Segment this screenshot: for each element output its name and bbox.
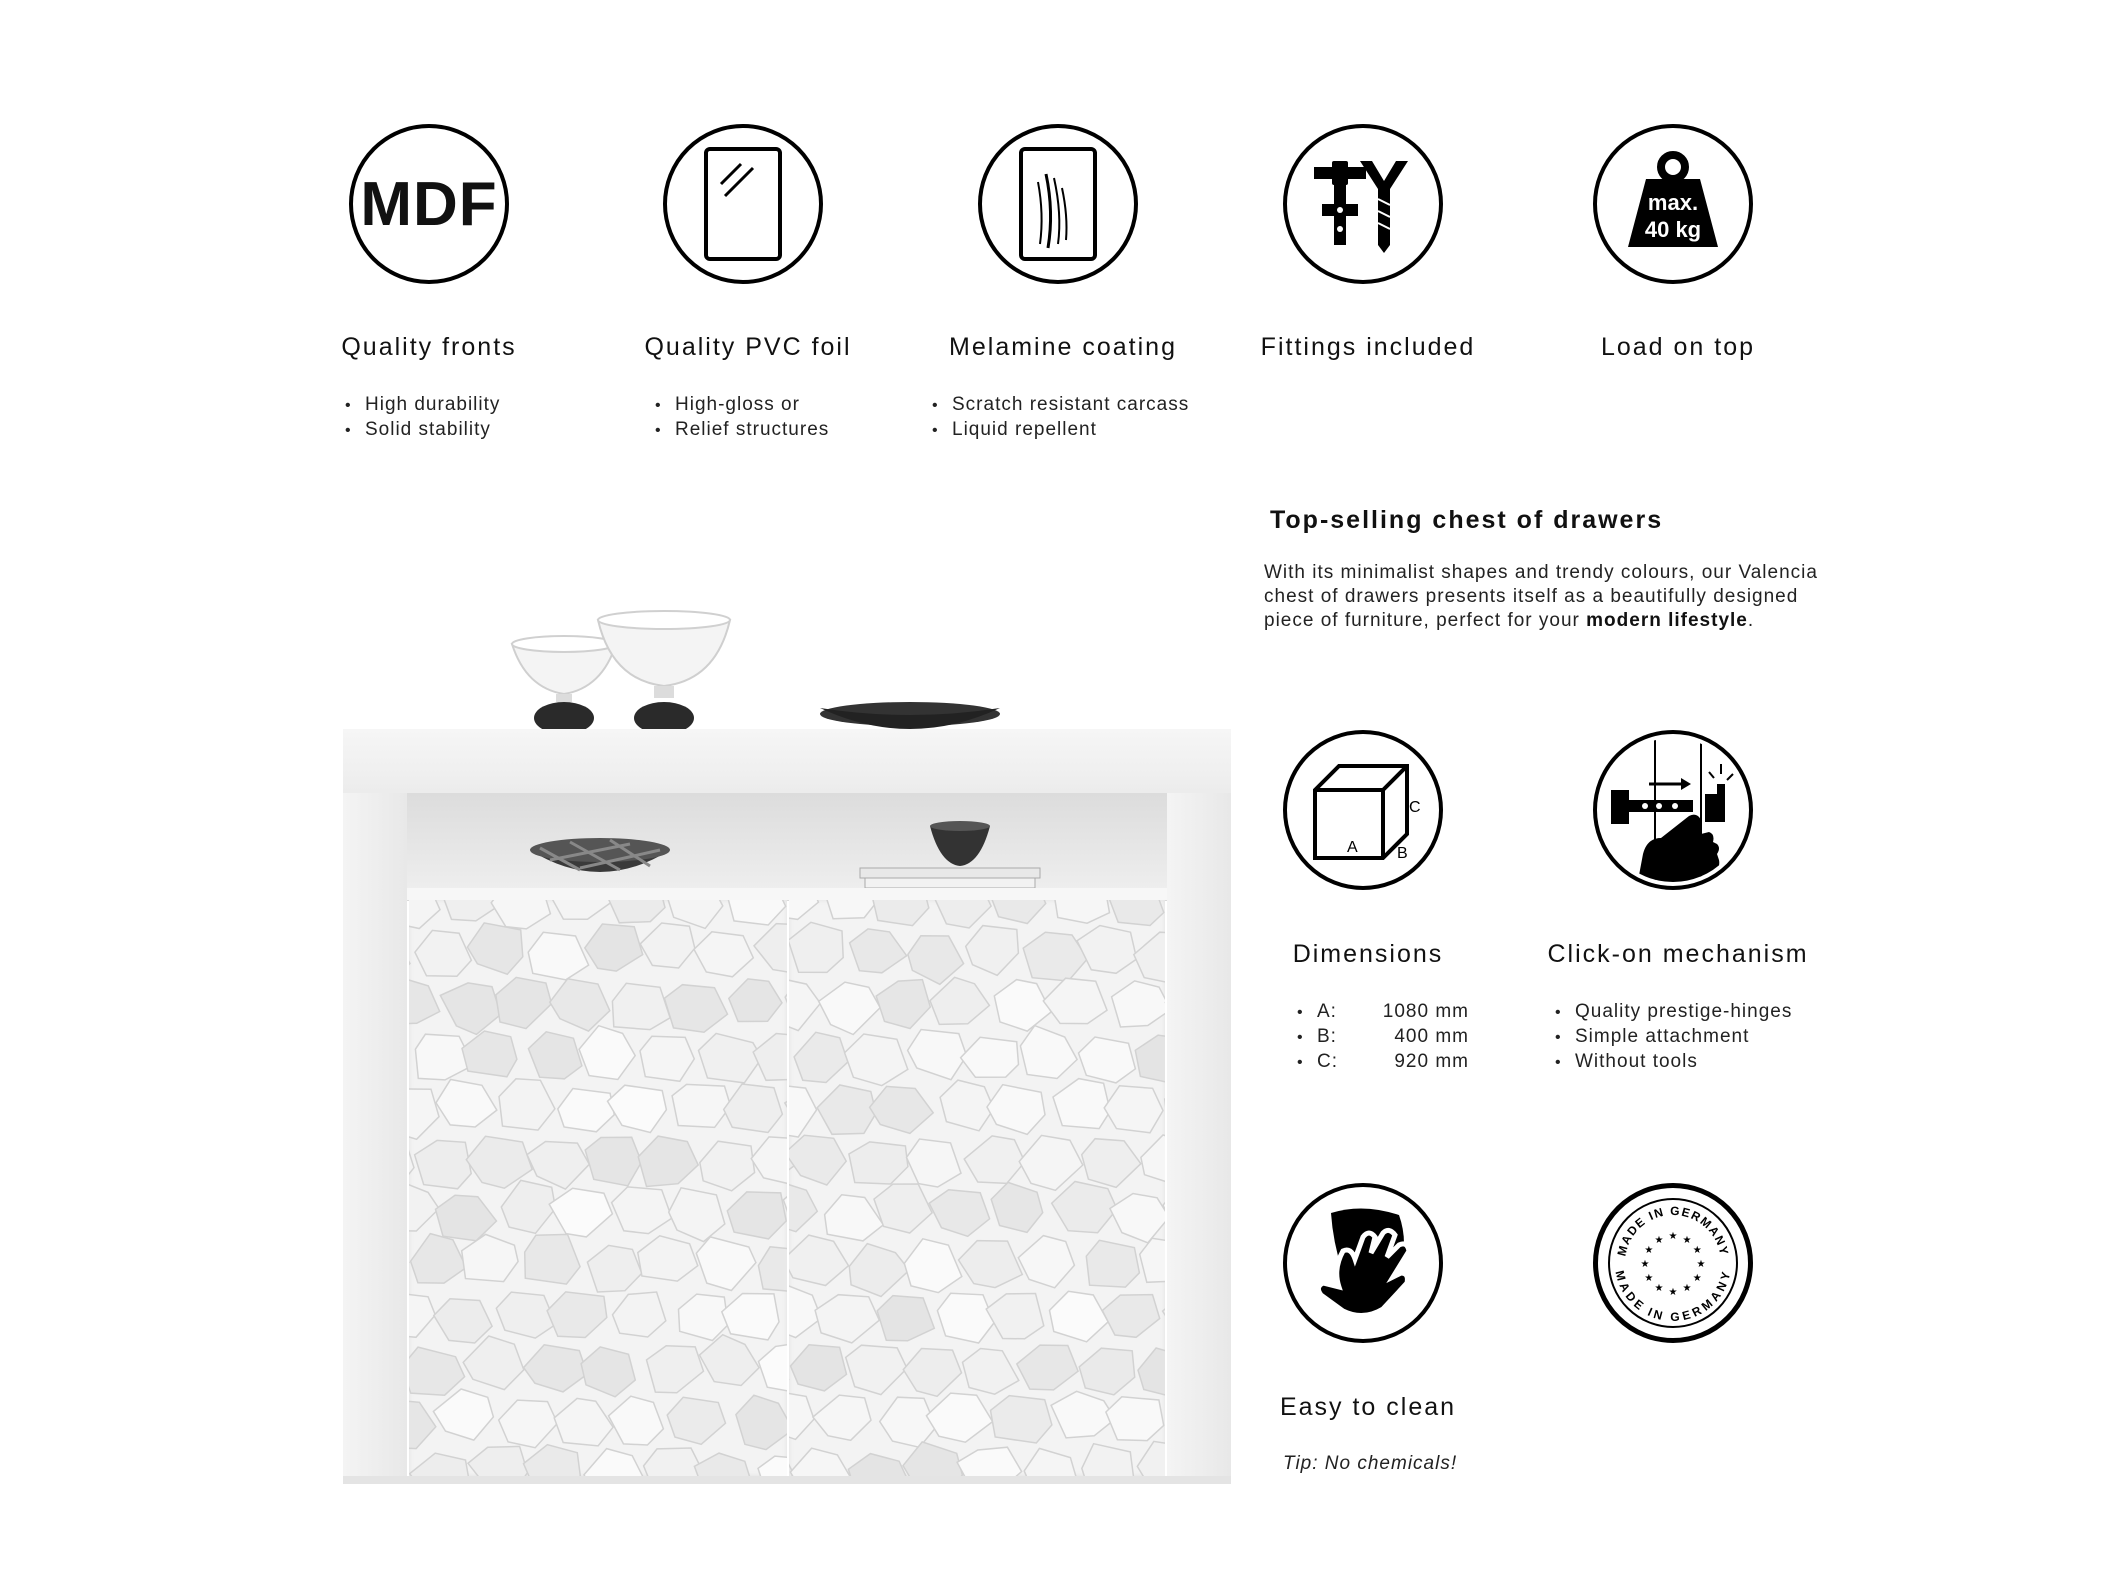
- relief-facet: [700, 1335, 760, 1386]
- seal-star: ★: [1668, 1231, 1678, 1242]
- relief-facet: [415, 1140, 472, 1188]
- relief-facet: [1024, 1448, 1077, 1476]
- relief-facet: [609, 900, 665, 923]
- cabinet-side-left: [343, 793, 407, 1476]
- box-label-b: B: [1397, 845, 1408, 862]
- relief-facet: [1082, 1139, 1141, 1188]
- relief-facet: [964, 1136, 1025, 1184]
- list-item: [1297, 1050, 1469, 1075]
- seal-star: ★: [1692, 1245, 1702, 1256]
- relief-facet: [585, 924, 643, 971]
- relief-facet: [554, 1398, 613, 1446]
- relief-facet: [647, 1346, 704, 1393]
- relief-facet: [849, 1244, 909, 1297]
- relief-facet: [1140, 1238, 1165, 1282]
- relief-facet: [872, 900, 929, 926]
- relief-facet: [409, 1292, 435, 1337]
- cabinet-door-left: [409, 900, 787, 1476]
- relief-facet: [966, 926, 1019, 976]
- list-item: • Scratch resistant carcass: [932, 393, 1189, 418]
- relief-facet: [525, 1234, 580, 1284]
- relief-facet: [581, 1347, 635, 1397]
- click-hinge-icon: [1593, 730, 1753, 890]
- relief-facet: [696, 1237, 756, 1291]
- relief-facet: [759, 1342, 788, 1392]
- relief-facet: [644, 1448, 704, 1476]
- relief-facet: [612, 983, 670, 1029]
- relief-facet: [790, 1448, 851, 1476]
- relief-facet: [874, 1184, 932, 1233]
- relief-facet: [436, 1195, 497, 1240]
- relief-facet: [409, 935, 410, 982]
- relief-facet: [468, 1446, 528, 1476]
- dimension-value: 1080 mm: [1382, 1001, 1469, 1022]
- cabinet-top: [343, 729, 1231, 794]
- relief-facet: [672, 1084, 731, 1127]
- relief-facet: [433, 1389, 493, 1440]
- list-item: • High durability: [345, 393, 500, 418]
- relief-facet: [585, 1137, 641, 1186]
- relief-facet: [789, 1085, 817, 1138]
- cabinet-base: [343, 1476, 1231, 1484]
- seal-star: ★: [1696, 1259, 1706, 1270]
- relief-facet: [1106, 1397, 1164, 1441]
- relief-facet: [550, 979, 610, 1031]
- relief-facet: [794, 1032, 848, 1082]
- relief-facet: [1137, 1441, 1165, 1476]
- made-in-germany-seal: [1593, 1183, 1753, 1343]
- relief-facet: [584, 1449, 646, 1476]
- relief-facet: [1053, 1079, 1110, 1129]
- relief-facet: [462, 1234, 518, 1281]
- relief-facet: [640, 923, 695, 968]
- relief-facet: [1052, 1182, 1117, 1233]
- relief-facet: [1051, 1391, 1115, 1438]
- relief-facet: [907, 1139, 962, 1187]
- easy-clean-tip: Tip: No chemicals!: [1283, 1453, 1458, 1474]
- weight-icon: [1593, 124, 1753, 284]
- dimension-key: A:: [1317, 1001, 1337, 1022]
- relief-facet: [1018, 1236, 1074, 1288]
- dimension-key: C:: [1317, 1051, 1338, 1072]
- relief-facet: [933, 900, 991, 928]
- relief-facet: [638, 1136, 698, 1186]
- list-item: • Liquid repellent: [932, 418, 1189, 443]
- seal-star: ★: [1668, 1287, 1678, 1298]
- relief-facet: [1135, 1035, 1165, 1085]
- list-item: • Simple attachment: [1555, 1025, 1792, 1050]
- list-item: [1297, 1025, 1469, 1050]
- relief-facet: [501, 1180, 555, 1233]
- relief-facet: [987, 1085, 1045, 1135]
- wipe-hand-icon: [1283, 1183, 1443, 1343]
- seal-star: ★: [1644, 1273, 1654, 1284]
- dimension-value: 920 mm: [1394, 1051, 1469, 1072]
- scratch-panel-icon: [978, 124, 1138, 284]
- relief-facet: [758, 1456, 787, 1476]
- decor-niche: [520, 820, 1080, 892]
- relief-facet: [959, 1241, 1023, 1288]
- relief-facet: [547, 1292, 607, 1338]
- relief-facet: [409, 900, 440, 929]
- relief-facet: [608, 1085, 667, 1132]
- list-item: • Relief structures: [655, 418, 829, 443]
- relief-facet: [587, 1245, 641, 1292]
- relief-facet: [1104, 1086, 1163, 1133]
- description-text-bold: modern lifestyle: [1586, 610, 1748, 631]
- seal-star: ★: [1682, 1283, 1692, 1295]
- relief-facet: [499, 1400, 558, 1448]
- relief-facet: [870, 1086, 934, 1133]
- relief-facet: [904, 1239, 962, 1293]
- relief-facet: [785, 977, 787, 1028]
- relief-facet: [1163, 1292, 1165, 1337]
- decor-vases: [500, 610, 1100, 735]
- relief-facet: [751, 1137, 787, 1186]
- cabinet-side-right: [1167, 793, 1231, 1476]
- relief-facet: [434, 1299, 492, 1343]
- relief-facet: [848, 1454, 908, 1476]
- relief-pattern-right: [789, 900, 1165, 1476]
- relief-facet: [903, 1349, 961, 1397]
- relief-facet: [789, 1235, 849, 1285]
- relief-facet: [789, 1392, 814, 1439]
- relief-facet: [1138, 1348, 1165, 1398]
- click-on-bullets: [1555, 1000, 1792, 1075]
- relief-facet: [496, 1292, 556, 1338]
- relief-facet: [815, 1295, 879, 1343]
- relief-facet: [1043, 978, 1107, 1023]
- click-on-title: Click-on mechanism: [1547, 940, 1809, 968]
- description-heading: Top-selling chest of drawers: [1270, 506, 1664, 534]
- seal-star-ring: [1641, 1231, 1706, 1298]
- relief-facet: [789, 1135, 846, 1185]
- relief-facet: [612, 1187, 672, 1234]
- glass-panel-icon: [663, 124, 823, 284]
- feature-title-fittings: Fittings included: [1260, 333, 1476, 361]
- seal-star: ★: [1654, 1283, 1664, 1295]
- relief-facet: [991, 1396, 1052, 1443]
- seal-text-bottom: MADE IN GERMANY: [1612, 1269, 1734, 1325]
- weight-icon-line1: max.: [1647, 190, 1699, 215]
- relief-facet: [789, 922, 843, 972]
- seal-text-top: MADE IN GERMANY: [1614, 1203, 1732, 1258]
- description-text-main: With its minimalist shapes and trendy colours, our Valencia chest of drawers presents itself as a beautifully designed piece of furniture, perfect for your: [1264, 562, 1818, 631]
- relief-facet: [908, 1030, 967, 1080]
- relief-facet: [1054, 900, 1109, 923]
- relief-facet: [640, 1036, 694, 1081]
- relief-facet: [1108, 900, 1164, 926]
- relief-facet: [528, 932, 588, 980]
- relief-facet: [789, 979, 820, 1030]
- relief-facet: [700, 1141, 755, 1191]
- relief-facet: [694, 932, 753, 977]
- relief-facet: [613, 1292, 666, 1337]
- weight-icon-line2: 40 kg: [1644, 217, 1702, 242]
- relief-facet: [849, 1142, 908, 1184]
- relief-facet: [758, 1247, 787, 1292]
- dimensions-title: Dimensions: [1292, 940, 1444, 968]
- relief-facet: [436, 1080, 497, 1128]
- relief-facet: [1017, 1345, 1078, 1390]
- relief-facet: [903, 1442, 962, 1476]
- easy-clean-title: Easy to clean: [1279, 1393, 1457, 1421]
- relief-facet: [926, 1393, 992, 1442]
- relief-facet: [524, 1445, 581, 1476]
- relief-facet: [876, 980, 930, 1029]
- relief-facet: [467, 923, 522, 974]
- relief-facet: [409, 1181, 439, 1231]
- mdf-icon: [349, 124, 509, 284]
- relief-facet: [929, 1190, 989, 1237]
- relief-facet: [789, 900, 818, 919]
- relief-facet: [753, 1034, 787, 1081]
- relief-facet: [986, 1294, 1044, 1339]
- relief-facet: [937, 1293, 994, 1343]
- relief-facet: [609, 1396, 664, 1445]
- relief-facet: [669, 1188, 725, 1242]
- relief-pattern-left: [409, 900, 787, 1476]
- relief-facet: [411, 1234, 467, 1284]
- description-text-end: .: [1747, 610, 1755, 631]
- description-text: [1264, 561, 1824, 633]
- relief-facet: [789, 1182, 817, 1231]
- relief-facet: [499, 1079, 555, 1130]
- relief-facet: [1020, 1026, 1077, 1079]
- relief-facet: [527, 1142, 589, 1190]
- relief-facet: [877, 1296, 934, 1341]
- relief-facet: [440, 983, 501, 1035]
- relief-facet: [990, 900, 1046, 924]
- relief-facet: [667, 1397, 725, 1444]
- relief-facet: [845, 1034, 908, 1086]
- relief-facet: [549, 1188, 612, 1237]
- relief-facet: [728, 900, 786, 925]
- relief-facet: [409, 1089, 439, 1139]
- relief-facet: [727, 1192, 786, 1239]
- relief-facet: [462, 1031, 517, 1077]
- seal-star: ★: [1644, 1245, 1654, 1256]
- feature-bullets-pvc-foil: [655, 393, 829, 443]
- relief-facet: [736, 1395, 787, 1449]
- relief-facet: [528, 1032, 582, 1079]
- relief-facet: [694, 1453, 749, 1476]
- relief-facet: [463, 1336, 524, 1390]
- relief-facet: [579, 1026, 635, 1080]
- list-item: • Quality prestige-hinges: [1555, 1000, 1792, 1025]
- feature-title-load: Load on top: [1600, 333, 1756, 361]
- relief-facet: [409, 1347, 465, 1395]
- feature-title-quality-fronts: Quality fronts: [341, 333, 517, 361]
- dimension-value: 400 mm: [1394, 1026, 1469, 1047]
- list-item: • Solid stability: [345, 418, 500, 443]
- relief-facet: [846, 1345, 907, 1394]
- list-item: • Without tools: [1555, 1050, 1792, 1075]
- list-item: [1297, 1000, 1469, 1025]
- relief-facet: [1134, 932, 1165, 982]
- relief-facet: [1110, 1194, 1165, 1243]
- relief-facet: [1050, 1291, 1109, 1342]
- relief-facet: [491, 900, 550, 929]
- relief-facet: [1141, 1135, 1165, 1185]
- relief-facet: [409, 978, 440, 1025]
- relief-facet: [638, 1236, 698, 1281]
- relief-facet: [1019, 1135, 1083, 1190]
- feature-bullets-melamine: [932, 393, 1189, 443]
- box-label-a: A: [1347, 839, 1358, 856]
- relief-facet: [1102, 1295, 1159, 1338]
- dimension-key: B:: [1317, 1026, 1337, 1047]
- relief-facet: [1112, 981, 1165, 1027]
- relief-facet: [850, 929, 907, 973]
- relief-facet: [699, 1033, 762, 1083]
- relief-facet: [410, 1453, 469, 1476]
- relief-facet: [1077, 926, 1137, 974]
- relief-facet: [664, 985, 727, 1032]
- box-label-c: C: [1409, 799, 1421, 816]
- feature-title-pvc-foil: Quality PVC foil: [644, 333, 852, 361]
- cabinet-door-right: [789, 900, 1165, 1476]
- relief-facet: [1086, 1240, 1139, 1287]
- feature-title-melamine: Melamine coating: [949, 333, 1177, 361]
- relief-facet: [1082, 1444, 1134, 1476]
- relief-facet: [524, 1345, 588, 1392]
- relief-facet: [679, 1294, 729, 1340]
- relief-facet: [957, 1447, 1022, 1476]
- relief-facet: [551, 900, 612, 919]
- relief-facet: [409, 1400, 436, 1448]
- relief-facet: [1079, 1348, 1135, 1395]
- relief-facet: [496, 977, 552, 1028]
- relief-facet: [724, 1084, 783, 1133]
- relief-facet: [994, 980, 1051, 1032]
- list-item: • High-gloss or: [655, 393, 829, 418]
- relief-facet: [813, 1395, 871, 1440]
- relief-facet: [415, 930, 472, 976]
- relief-facet: [791, 1345, 847, 1391]
- relief-facet: [880, 1397, 936, 1447]
- relief-facet: [963, 1349, 1019, 1395]
- relief-facet: [822, 900, 881, 919]
- relief-facet: [819, 982, 881, 1034]
- relief-facet: [729, 979, 782, 1022]
- relief-facet: [817, 1085, 876, 1134]
- relief-facet: [961, 1037, 1019, 1077]
- mdf-icon-text: MDF: [360, 169, 498, 239]
- dimensions-list: [1297, 1000, 1469, 1075]
- relief-facet: [991, 1182, 1042, 1232]
- relief-facet: [940, 1080, 994, 1131]
- feature-bullets-quality-fronts: [345, 393, 500, 443]
- seal-star: ★: [1682, 1234, 1692, 1246]
- relief-facet: [558, 1089, 615, 1132]
- seal-star: ★: [1654, 1234, 1664, 1246]
- fittings-icon: [1283, 124, 1443, 284]
- box-dimensions-icon: [1283, 730, 1443, 890]
- relief-facet: [409, 1138, 414, 1186]
- relief-facet: [754, 924, 787, 974]
- seal-star: ★: [1640, 1259, 1650, 1270]
- relief-facet: [1079, 1037, 1136, 1083]
- relief-facet: [785, 1084, 787, 1135]
- seal-star: ★: [1692, 1273, 1702, 1284]
- relief-facet: [722, 1294, 779, 1340]
